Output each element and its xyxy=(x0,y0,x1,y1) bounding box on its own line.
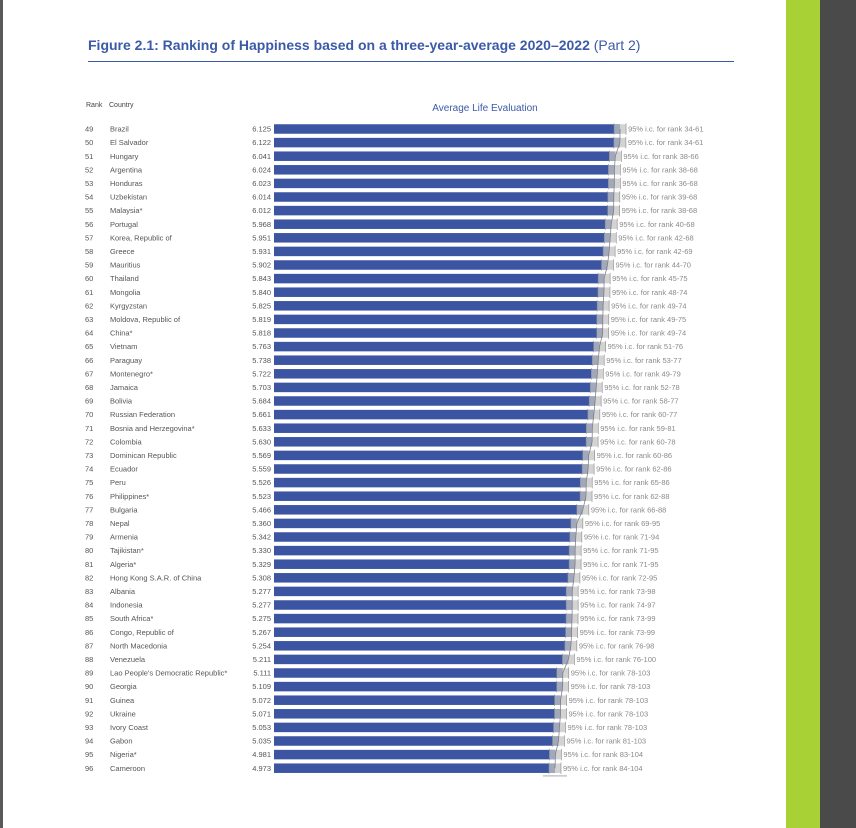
rank-label: 73 xyxy=(85,451,94,460)
bar xyxy=(274,396,595,406)
country-label: Brazil xyxy=(110,124,129,134)
rank-label: 64 xyxy=(85,328,94,338)
rank-label: 55 xyxy=(85,206,94,216)
value-label: 5.275 xyxy=(252,614,271,624)
rank-label: 92 xyxy=(85,709,94,719)
bar xyxy=(274,247,609,257)
ci-label: 95% i.c. for rank 38-68 xyxy=(622,165,698,175)
country-label: Bolivia xyxy=(110,396,133,406)
bar xyxy=(274,287,604,297)
value-label: 5.277 xyxy=(252,600,271,610)
bar xyxy=(274,614,572,624)
country-label: Bosnia and Herzegovina* xyxy=(110,423,195,433)
bar xyxy=(274,464,588,474)
bar xyxy=(274,206,614,216)
ci-label: 95% i.c. for rank 71-94 xyxy=(583,532,660,542)
value-label: 6.125 xyxy=(252,124,271,134)
value-label: 5.053 xyxy=(252,723,271,732)
bar xyxy=(274,491,586,501)
ci-label: 95% i.c. for rank 74-97 xyxy=(580,600,656,610)
value-label: 5.722 xyxy=(252,369,271,379)
ci-label: 95% i.c. for rank 66-88 xyxy=(590,505,667,515)
ci-label: 95% i.c. for rank 49-79 xyxy=(605,369,681,379)
country-label: Ecuador xyxy=(110,464,138,474)
value-label: 5.630 xyxy=(252,437,271,447)
country-label: Thailand xyxy=(110,274,139,284)
country-label: South Africa* xyxy=(110,614,154,624)
country-label: Korea, Republic of xyxy=(110,233,172,243)
value-label: 5.633 xyxy=(252,423,271,433)
country-label: Vietnam xyxy=(110,342,138,352)
bar xyxy=(274,192,614,202)
value-label: 5.342 xyxy=(252,532,271,542)
rank-label: 68 xyxy=(85,383,94,392)
bar xyxy=(274,573,574,583)
rank-label: 89 xyxy=(85,668,94,678)
value-label: 6.041 xyxy=(252,151,271,161)
bar xyxy=(274,723,559,733)
country-label: El Salvador xyxy=(110,138,149,148)
bar xyxy=(274,342,600,352)
country-label: Mauritius xyxy=(110,260,141,270)
bar xyxy=(274,478,586,488)
bar xyxy=(274,233,610,243)
bar xyxy=(274,151,615,161)
rank-label: 53 xyxy=(85,179,94,188)
value-label: 5.825 xyxy=(252,301,271,311)
country-label: Georgia xyxy=(110,682,137,692)
country-label: Guinea xyxy=(110,695,135,705)
country-label: Colombia xyxy=(110,437,142,447)
bar xyxy=(274,505,583,515)
country-label: Gabon xyxy=(110,736,133,746)
country-label: China* xyxy=(110,328,133,338)
country-label: Malaysia* xyxy=(110,206,143,216)
country-label: Ukraine xyxy=(110,709,136,719)
country-label: Bulgaria xyxy=(110,505,138,515)
ci-label: 95% i.c. for rank 34-61 xyxy=(628,124,704,134)
ci-label: 95% i.c. for rank 59-81 xyxy=(600,423,676,433)
value-label: 5.819 xyxy=(252,315,271,324)
country-label: Philippines* xyxy=(110,491,150,501)
bar xyxy=(274,627,572,637)
country-label: Nigeria* xyxy=(110,750,137,760)
bar xyxy=(274,695,561,705)
rank-label: 72 xyxy=(85,437,94,447)
bar xyxy=(274,668,563,678)
bar xyxy=(274,641,571,651)
value-label: 5.277 xyxy=(252,587,271,596)
value-label: 5.684 xyxy=(252,396,271,406)
rank-label: 56 xyxy=(85,219,94,229)
ci-label: 95% i.c. for rank 60-78 xyxy=(600,437,676,447)
ci-label: 95% i.c. for rank 62-86 xyxy=(596,464,672,474)
rank-label: 50 xyxy=(85,138,94,148)
value-label: 5.738 xyxy=(252,355,271,365)
bar xyxy=(274,260,607,270)
bar xyxy=(274,559,575,569)
rank-label: 66 xyxy=(85,355,94,365)
value-label: 5.763 xyxy=(252,342,271,352)
rank-label: 65 xyxy=(85,342,94,352)
rank-label: 75 xyxy=(85,478,94,488)
country-label: Dominican Republic xyxy=(110,451,177,460)
value-label: 5.569 xyxy=(252,451,271,460)
bar xyxy=(274,165,614,175)
bar xyxy=(274,179,614,189)
value-label: 4.981 xyxy=(252,750,271,760)
value-label: 5.071 xyxy=(252,709,271,719)
bar xyxy=(274,763,555,773)
value-label: 5.329 xyxy=(252,559,271,569)
ci-label: 95% i.c. for rank 73-99 xyxy=(579,627,656,637)
bar xyxy=(274,301,603,311)
country-label: Albania xyxy=(110,587,136,596)
rank-label: 83 xyxy=(85,587,94,596)
value-label: 5.111 xyxy=(253,668,271,678)
figure-title-part: (Part 2) xyxy=(593,37,641,53)
value-label: 5.661 xyxy=(252,410,271,420)
ci-label: 95% i.c. for rank 60-86 xyxy=(596,451,673,460)
rank-label: 94 xyxy=(85,736,94,746)
country-label: Honduras xyxy=(110,179,143,188)
ci-label: 95% i.c. for rank 78-103 xyxy=(570,682,651,692)
rank-label: 59 xyxy=(85,260,94,270)
bar xyxy=(274,587,572,597)
bar xyxy=(274,736,558,746)
country-label: Indonesia xyxy=(110,600,143,610)
rank-label: 70 xyxy=(85,410,94,420)
ci-label: 95% i.c. for rank 52-78 xyxy=(604,383,680,392)
value-label: 5.211 xyxy=(252,655,271,664)
ci-label: 95% i.c. for rank 49-75 xyxy=(610,315,687,324)
bar xyxy=(274,410,594,420)
value-label: 5.330 xyxy=(252,546,271,556)
ci-label: 95% i.c. for rank 58-77 xyxy=(603,396,679,406)
rank-label: 52 xyxy=(85,165,94,175)
bar xyxy=(274,138,620,148)
value-label: 5.818 xyxy=(252,328,271,338)
country-label: Nepal xyxy=(110,519,130,528)
ci-label: 95% i.c. for rank 73-98 xyxy=(580,587,656,596)
ci-label: 95% i.c. for rank 48-74 xyxy=(611,287,688,297)
bar xyxy=(274,709,561,719)
bar xyxy=(274,423,592,433)
rank-label: 80 xyxy=(85,546,94,556)
rank-label: 67 xyxy=(85,369,94,379)
bar xyxy=(274,315,603,325)
rank-label: 60 xyxy=(85,274,94,284)
country-label: Congo, Republic of xyxy=(110,627,174,637)
bar xyxy=(274,519,577,529)
ci-label: 95% i.c. for rank 71-95 xyxy=(583,559,659,569)
rank-label: 81 xyxy=(85,559,94,569)
ci-label: 95% i.c. for rank 69-95 xyxy=(584,519,661,528)
rank-label: 69 xyxy=(85,396,94,406)
rank-header: Rank xyxy=(86,102,103,109)
rank-label: 63 xyxy=(85,315,94,324)
rank-label: 82 xyxy=(85,573,94,583)
ci-label: 95% i.c. for rank 71-95 xyxy=(583,546,659,556)
country-label: Moldova, Republic of xyxy=(110,315,181,324)
ci-label: 95% i.c. for rank 53-77 xyxy=(606,355,682,365)
country-label: North Macedonia xyxy=(110,641,168,651)
bar xyxy=(274,219,611,229)
value-label: 6.122 xyxy=(252,138,271,148)
country-label: Venezuela xyxy=(110,655,146,664)
bar xyxy=(274,451,589,461)
ci-label: 95% i.c. for rank 39-68 xyxy=(621,192,698,202)
value-label: 5.843 xyxy=(252,274,271,284)
bar xyxy=(274,750,555,760)
rank-label: 84 xyxy=(85,600,94,610)
value-label: 5.703 xyxy=(252,383,271,392)
country-label: Russian Federation xyxy=(110,410,176,420)
rank-label: 54 xyxy=(85,192,94,202)
country-label: Lao People's Democratic Republic* xyxy=(110,668,228,678)
value-label: 6.024 xyxy=(252,165,271,175)
ci-label: 95% i.c. for rank 44-70 xyxy=(615,260,691,270)
country-label: Tajikistan* xyxy=(110,546,144,556)
value-label: 5.951 xyxy=(252,233,271,243)
ci-label: 95% i.c. for rank 72-95 xyxy=(581,573,658,583)
figure-title-main: Figure 2.1: Ranking of Happiness based on a three-year-average 2020–2022 xyxy=(88,37,590,53)
ci-label: 95% i.c. for rank 78-103 xyxy=(567,723,648,732)
bar xyxy=(274,437,592,447)
rank-label: 90 xyxy=(85,682,94,692)
value-label: 5.308 xyxy=(252,573,271,583)
value-label: 5.360 xyxy=(252,519,271,528)
ci-label: 95% i.c. for rank 49-74 xyxy=(610,328,687,338)
bar xyxy=(274,600,572,610)
bar xyxy=(274,355,598,365)
value-label: 5.109 xyxy=(252,682,271,692)
rank-label: 51 xyxy=(85,151,94,161)
rank-label: 87 xyxy=(85,641,94,651)
bar xyxy=(274,655,568,665)
rank-label: 58 xyxy=(85,247,94,256)
rank-label: 79 xyxy=(85,532,94,542)
value-label: 5.072 xyxy=(252,695,271,705)
value-label: 5.840 xyxy=(252,287,271,297)
value-label: 5.526 xyxy=(252,478,271,488)
country-label: Ivory Coast xyxy=(110,723,148,732)
value-label: 5.559 xyxy=(252,464,271,474)
value-label: 5.902 xyxy=(252,260,271,270)
rank-label: 78 xyxy=(85,519,94,528)
rank-label: 57 xyxy=(85,233,94,243)
ci-label: 95% i.c. for rank 51-76 xyxy=(607,342,684,352)
ci-label: 95% i.c. for rank 73-99 xyxy=(580,614,656,624)
rank-label: 74 xyxy=(85,464,94,474)
bar xyxy=(274,124,620,134)
country-label: Uzbekistan xyxy=(110,192,148,202)
ci-label: 95% i.c. for rank 45-75 xyxy=(612,274,688,284)
rank-label: 88 xyxy=(85,655,94,664)
ci-label: 95% i.c. for rank 65-86 xyxy=(594,478,670,488)
value-label: 5.035 xyxy=(252,736,271,746)
rank-label: 71 xyxy=(85,423,94,433)
bar xyxy=(274,532,576,542)
value-label: 4.973 xyxy=(252,763,271,773)
ci-label: 95% i.c. for rank 42-68 xyxy=(618,233,694,243)
rank-label: 86 xyxy=(85,627,94,637)
ci-label: 95% i.c. for rank 78-103 xyxy=(570,668,651,678)
value-label: 5.254 xyxy=(252,641,271,651)
country-label: Greece xyxy=(110,247,135,256)
ci-label: 95% i.c. for rank 38-68 xyxy=(621,206,698,216)
value-label: 6.014 xyxy=(252,192,271,202)
bar xyxy=(274,682,563,692)
rank-label: 61 xyxy=(85,287,94,297)
accent-stripe xyxy=(786,0,820,828)
rank-label: 62 xyxy=(85,301,94,311)
bar xyxy=(274,369,597,379)
country-label: Montenegro* xyxy=(110,369,153,379)
rank-label: 93 xyxy=(85,723,94,732)
ci-label: 95% i.c. for rank 34-61 xyxy=(627,138,704,148)
country-label: Algeria* xyxy=(110,559,137,569)
value-label: 5.931 xyxy=(252,247,271,256)
ci-label: 95% i.c. for rank 76-98 xyxy=(578,641,655,651)
country-label: Hong Kong S.A.R. of China xyxy=(110,573,202,583)
rank-label: 76 xyxy=(85,491,94,501)
ci-label: 95% i.c. for rank 76-100 xyxy=(576,655,657,664)
value-label: 5.968 xyxy=(252,219,271,229)
value-label: 5.523 xyxy=(252,491,271,501)
country-header: Country xyxy=(109,102,134,109)
rank-label: 96 xyxy=(85,763,94,773)
country-label: Armenia xyxy=(110,532,138,542)
rank-label: 77 xyxy=(85,505,94,515)
ci-label: 95% i.c. for rank 78-103 xyxy=(568,695,649,705)
ci-label: 95% i.c. for rank 36-68 xyxy=(622,179,698,188)
bar xyxy=(274,383,596,393)
value-label: 6.012 xyxy=(252,206,271,216)
bar xyxy=(274,274,604,284)
country-label: Jamaica xyxy=(110,383,138,392)
ci-label: 95% i.c. for rank 40-68 xyxy=(619,219,695,229)
bar xyxy=(274,546,575,556)
ci-label: 95% i.c. for rank 60-77 xyxy=(601,410,678,420)
ci-label: 95% i.c. for rank 38-66 xyxy=(623,151,699,161)
country-label: Kyrgyzstan xyxy=(110,301,148,311)
value-label: 5.267 xyxy=(252,627,271,637)
ci-label: 95% i.c. for rank 42-69 xyxy=(617,247,693,256)
rank-label: 49 xyxy=(85,124,94,134)
rank-label: 91 xyxy=(85,695,94,705)
ci-label: 95% i.c. for rank 78-103 xyxy=(568,709,649,719)
ci-label: 95% i.c. for rank 62-88 xyxy=(594,491,670,501)
ci-label: 95% i.c. for rank 84-104 xyxy=(562,763,643,773)
bar xyxy=(274,328,603,338)
country-label: Mongolia xyxy=(110,287,141,297)
rank-label: 95 xyxy=(85,750,94,760)
ci-label: 95% i.c. for rank 83-104 xyxy=(563,750,644,760)
country-label: Argentina xyxy=(110,165,143,175)
country-label: Hungary xyxy=(110,151,139,161)
country-label: Portugal xyxy=(110,219,138,229)
rank-label: 85 xyxy=(85,614,94,624)
x-axis-title: Average Life Evaluation xyxy=(432,103,538,114)
country-label: Peru xyxy=(110,478,126,488)
ci-label: 95% i.c. for rank 49-74 xyxy=(611,301,687,311)
value-label: 5.466 xyxy=(252,505,271,515)
country-label: Paraguay xyxy=(110,355,143,365)
value-label: 6.023 xyxy=(252,179,271,188)
country-label: Cameroon xyxy=(110,763,146,773)
ci-label: 95% i.c. for rank 81-103 xyxy=(566,736,647,746)
